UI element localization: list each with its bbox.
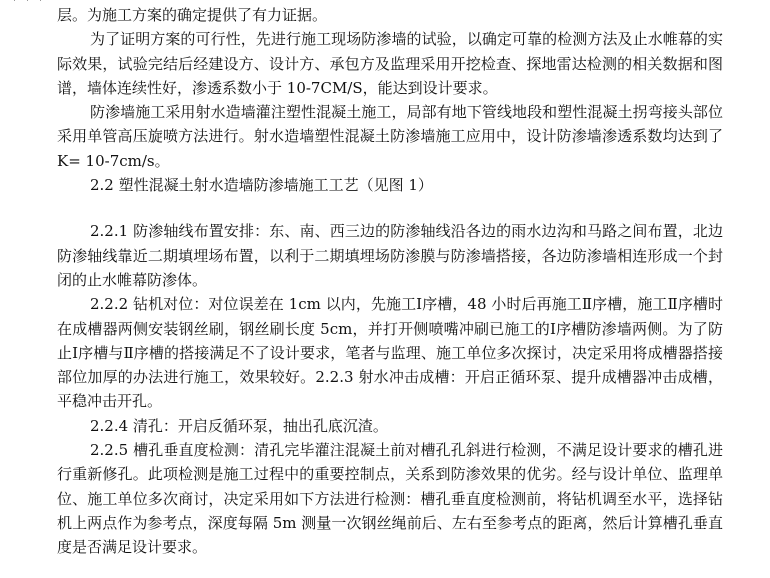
paragraph-2-2-4: 2.2.4 清孔：开启反循环泵，抽出孔底沉渣。: [90, 416, 388, 435]
paragraph-2-2-1: 2.2.1 防渗轴线布置安排：东、南、西三边的防渗轴线沿各边的雨水边沟和马路之间布置，北边防渗轴线靠近二期填埋场布置，以利于二期填埋场防渗膜与防渗墙搭接，各边防渗墙相连形成一个封闭的止水帷幕防渗体。: [57, 222, 723, 289]
section-heading-2-2: 2.2 塑性混凝土射水造墙防渗墙施工工艺（见图 1）: [90, 176, 433, 195]
paragraph-construction: 防渗墙施工采用射水造墙灌注塑性混凝土施工，局部有地下管线地段和塑性混凝土拐弯接头部位采用单管高压旋喷方法进行。射水造墙塑性混凝土防渗墙施工应用中，设计防渗墙渗透系数均达到了 K= 10-7cm/s。: [57, 103, 723, 170]
paragraph-2-2-2: 2.2.2 钻机对位：对位误差在 1cm 以内，先施工Ⅰ序槽，48 小时后再施工Ⅱ序槽，施工Ⅱ序槽时在成槽器两侧安装钢丝刷，钢丝刷长度 5cm，并打开侧喷嘴冲刷已施工的Ⅰ序槽防渗墙两侧。为了防止Ⅰ序槽与Ⅱ序槽的搭接满足不了设计要求，笔者与监理、施工单位多次探讨，决定采用将成槽器搭接部位加厚的办法进行施工，效果较好。2.2.3 射水冲击成槽：开启正循环泵、提升成槽器冲击成槽，平稳冲击开孔。: [57, 295, 723, 411]
paragraph-gap: [57, 197, 723, 219]
document-body: [57, 3, 723, 560]
paragraph-continuation: 层。为施工方案的确定提供了有力证据。: [57, 6, 328, 24]
paragraph-test-method: 为了证明方案的可行性，先进行施工现场防渗墙的试验，以确定可靠的检测方法及止水帷幕的实际效果，试验完结后经建设方、设计方、承包方及监理采用开挖检查、探地雷达检测的相关数据和图谱，墙体连续性好，渗透系数小于 10-7CM/S，能达到设计要求。: [57, 30, 723, 97]
page-top-edge-marks: [0, 0, 770, 2]
paragraph-2-2-5: 2.2.5 槽孔垂直度检测：清孔完毕灌注混凝土前对槽孔孔斜进行检测，不满足设计要求的槽孔进行重新修孔。此项检测是施工过程中的重要控制点，关系到防渗效果的优劣。经与设计单位、监理单位、施工单位多次商讨，决定采用如下方法进行检测：槽孔垂直度检测前，将钻机调至水平，选择钻机上两点作为参考点，深度每隔 5m 测量一次钢丝绳前后、左右至参考点的距离，然后计算槽孔垂直度是否满足设计要求。: [57, 441, 723, 557]
